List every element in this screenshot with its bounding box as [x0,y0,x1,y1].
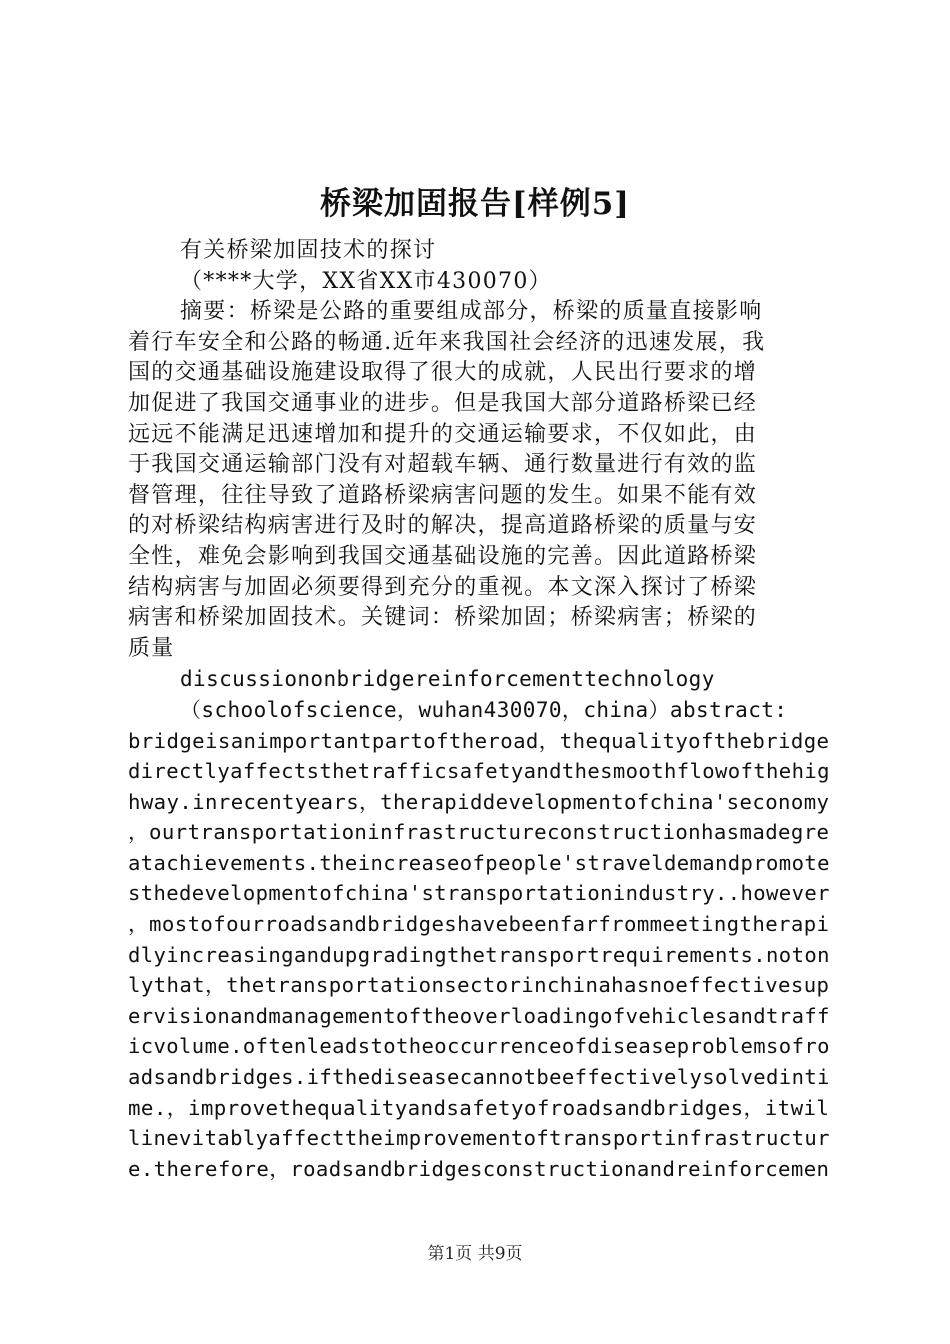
text-line: 督管理，往往导致了道路桥梁病害问题的发生。如果不能有效 [128,482,758,508]
text-line: hway.inrecentyears，therapiddevelopmentofchina'seconomy [128,789,830,814]
text-line: linevitablyaffecttheimprovementoftransportinfrastructur [128,1126,830,1151]
text-line: 质量 [128,635,175,661]
text-line: bridgeisanimportantpartoftheroad，thequalityofthebridge [128,728,830,753]
text-line: ，ourtransportationinfrastructureconstructionhasmadegre [128,820,830,845]
text-line: lythat，thetransportationsectorinchinahasnoeffectivesup [128,973,830,998]
text-line: 的对桥梁结构病害进行及时的解决，提高道路桥梁的质量与安 [128,513,758,539]
text-line: ，mostofourroadsandbridgeshavebeenfarfrommeetingtherapi [128,912,830,937]
text-line: 着行车安全和公路的畅通.近年来我国社会经济的迅速发展，我 [128,329,766,355]
text-line: 于我国交通运输部门没有对超载车辆、通行数量进行有效的监 [128,452,758,478]
text-line: dlyincreasingandupgradingthetransportrequirements.noton [128,942,830,967]
text-line: 加促进了我国交通事业的进步。但是我国大部分道路桥梁已经 [128,390,758,416]
text-line: me.，improvethequalityandsafetyofroadsandbridges，itwil [128,1095,830,1120]
text-line: icvolume.oftenleadstotheoccurrenceofdiseaseproblemsofro [128,1034,830,1059]
text-line: 摘要：桥梁是公路的重要组成部分，桥梁的质量直接影响 [180,299,763,325]
page-title: 桥梁加固报告[样例5] [320,186,630,222]
text-line: 病害和桥梁加固技术。关键词：桥梁加固；桥梁病害；桥梁的 [128,605,758,631]
text-line: 全性，难免会影响到我国交通基础设施的完善。因此道路桥梁 [128,543,758,569]
text-line: directlyaffectsthetrafficsafetyandthesmoothflowofthehig [128,759,830,784]
body-text [128,236,833,1184]
text-line: ervisionandmanagementoftheoverloadingofvehiclesandtraff [128,1003,830,1028]
text-line: discussiononbridgereinforcementtechnology [180,667,715,692]
text-line: 远远不能满足迅速增加和提升的交通运输要求，不仅如此，由 [128,421,758,447]
page-footer: 第1页 共9页 [427,1244,523,1264]
text-line: atachievements.theincreaseofpeople'straveldemandpromote [128,850,830,875]
text-line: 有关桥梁加固技术的探讨 [180,238,437,263]
text-line: e.therefore，roadsandbridgesconstructionandreinforcemen [128,1156,830,1181]
text-line: sthedevelopmentofchina'stransportationindustry..however [128,881,830,906]
text-line: 国的交通基础设施建设取得了很大的成就，人民出行要求的增 [128,360,758,386]
text-line: （****大学，XX省XX市430070） [180,268,552,294]
text-line: adsandbridges.ifthediseasecannotbeeffectivelysolvedinti [128,1065,830,1090]
text-line: 结构病害与加固必须要得到充分的重视。本文深入探讨了桥梁 [128,574,758,600]
text-line: （schoolofscience，wuhan430070，china）abstract: [180,697,788,722]
